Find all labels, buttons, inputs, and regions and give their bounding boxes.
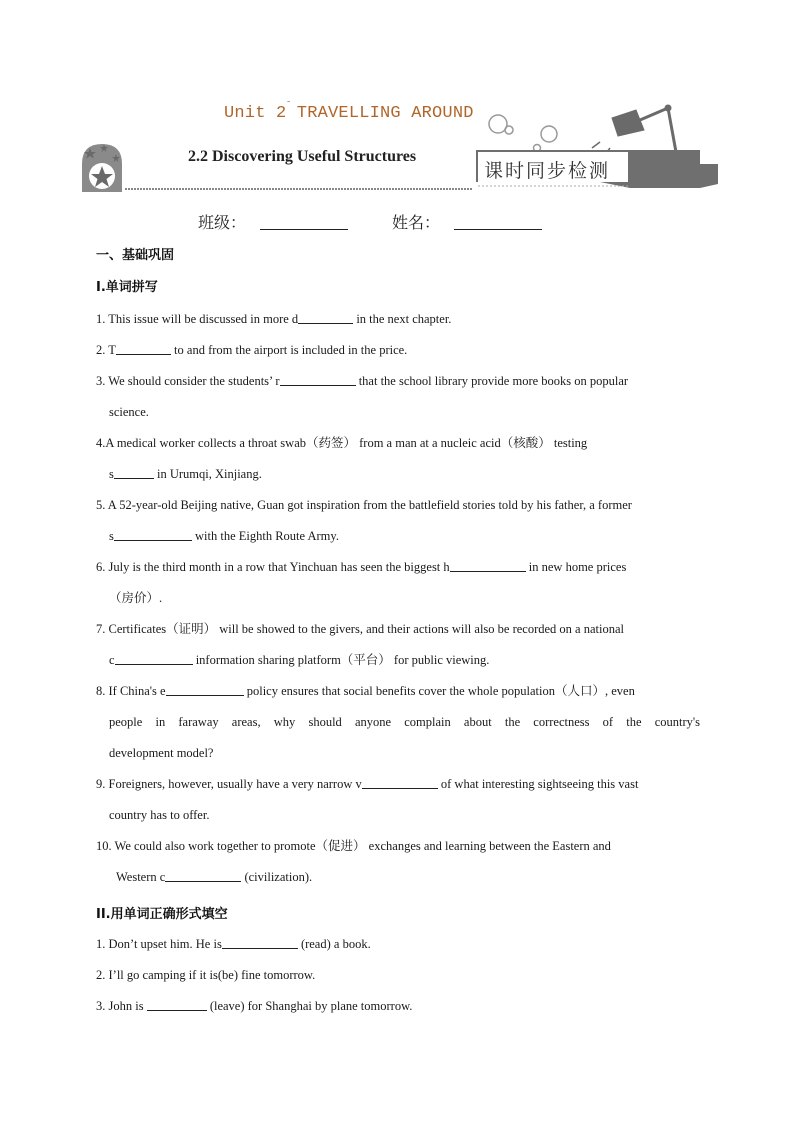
question-text: in Urumqi, Xinjiang. (153, 467, 262, 481)
answer-blank[interactable] (166, 683, 244, 696)
answer-blank[interactable] (114, 528, 192, 541)
question-text: 1. This issue will be discussed in more d (96, 312, 299, 326)
star-badge-icon (82, 144, 122, 192)
part-two-title: II.用单词正确形式填空 (96, 907, 228, 922)
question-2 (96, 335, 700, 366)
answer-blank[interactable] (450, 559, 526, 572)
question-text: policy ensures that social benefits cover the whole population（人口）, even (243, 684, 635, 698)
question-text: 8. If China's e (96, 684, 166, 698)
question-text: 9. Foreigners, however, usually have a very narrow v (96, 777, 362, 791)
question-text: (read) a book. (297, 937, 371, 951)
section-one-title: 一、基础巩固 (96, 248, 175, 263)
answer-blank[interactable] (114, 466, 154, 479)
question-text: 3. We should consider the students’ r (96, 374, 280, 388)
answer-blank[interactable] (165, 869, 241, 882)
part-two-question-2 (96, 960, 700, 991)
answer-blank[interactable] (115, 652, 193, 665)
question-text: (civilization). (241, 870, 313, 884)
answer-blank[interactable] (147, 998, 207, 1011)
worksheet-content (96, 246, 700, 1022)
question-text: 10. We could also work together to promote（促进） exchanges and learning between the Eastern and (96, 839, 611, 853)
question-text: development model? (109, 746, 214, 760)
part-two-question-3 (96, 991, 700, 1022)
question-text: in the next chapter. (353, 312, 452, 326)
class-label: 班级： (198, 213, 247, 232)
badge-text: 课时同步检测 (484, 160, 611, 182)
question-9 (96, 769, 700, 831)
question-4 (96, 428, 700, 490)
unit-title-mark: - (287, 96, 291, 107)
question-1 (96, 304, 700, 335)
part-two-question-1 (96, 929, 700, 960)
question-text: (leave) for Shanghai by plane tomorrow. (206, 999, 413, 1013)
question-text: of what interesting sightseeing this vast (437, 777, 639, 791)
question-8 (96, 676, 700, 769)
unit-title: Unit 2 TRAVELLING AROUND (224, 104, 474, 123)
question-text: in new home prices (525, 560, 627, 574)
question-text: 4.A medical worker collects a throat swab（药签） from a man at a nucleic acid（核酸） testing (96, 436, 588, 450)
part-one-title: I.单词拼写 (96, 280, 158, 295)
name-field (392, 210, 542, 233)
question-text: 2. T (96, 343, 116, 357)
question-text: country has to offer. (109, 808, 210, 822)
answer-blank[interactable] (116, 342, 171, 355)
question-text: 2. I’ll go camping if it is(be) fine tomorrow. (96, 968, 316, 982)
question-text: Western c (116, 870, 166, 884)
class-blank[interactable] (260, 215, 348, 230)
question-text: science. (109, 405, 149, 419)
lesson-title: 2.2 Discovering Useful Structures (188, 148, 417, 165)
question-6 (96, 552, 700, 614)
question-5 (96, 490, 700, 552)
question-text: 3. John is (96, 999, 147, 1013)
name-blank[interactable] (454, 215, 542, 230)
class-field (198, 210, 348, 233)
question-text: with the Eighth Route Army. (191, 529, 339, 543)
question-text: information sharing platform（平台） for public viewing. (192, 653, 490, 667)
name-label: 姓名： (392, 213, 441, 232)
answer-blank[interactable] (222, 936, 298, 949)
question-text: 5. A 52-year-old Beijing native, Guan got inspiration from the battlefield stories told by his father, a former (96, 498, 632, 512)
question-3 (96, 366, 700, 428)
question-text: to and from the airport is included in the price. (170, 343, 408, 357)
question-text: that the school library provide more books on popular (355, 374, 629, 388)
question-10 (96, 831, 700, 893)
answer-blank[interactable] (298, 311, 353, 324)
answer-blank[interactable] (280, 373, 356, 386)
question-text: s (109, 529, 114, 543)
bubbles-icon (489, 115, 557, 152)
question-text: 7. Certificates（证明） will be showed to the givers, and their actions will also be recorded on a national (96, 622, 624, 636)
question-text: people in faraway areas, why should anyone complain about the correctness of the country's (109, 715, 700, 729)
question-text: （房价）. (109, 591, 163, 605)
question-text: c (109, 653, 115, 667)
answer-blank[interactable] (362, 776, 438, 789)
question-text: s (109, 467, 114, 481)
question-text: 6. July is the third month in a row that Yinchuan has seen the biggest h (96, 560, 450, 574)
header-banner (0, 90, 794, 200)
question-7 (96, 614, 700, 676)
question-text: 1. Don’t upset him. He is (96, 937, 222, 951)
